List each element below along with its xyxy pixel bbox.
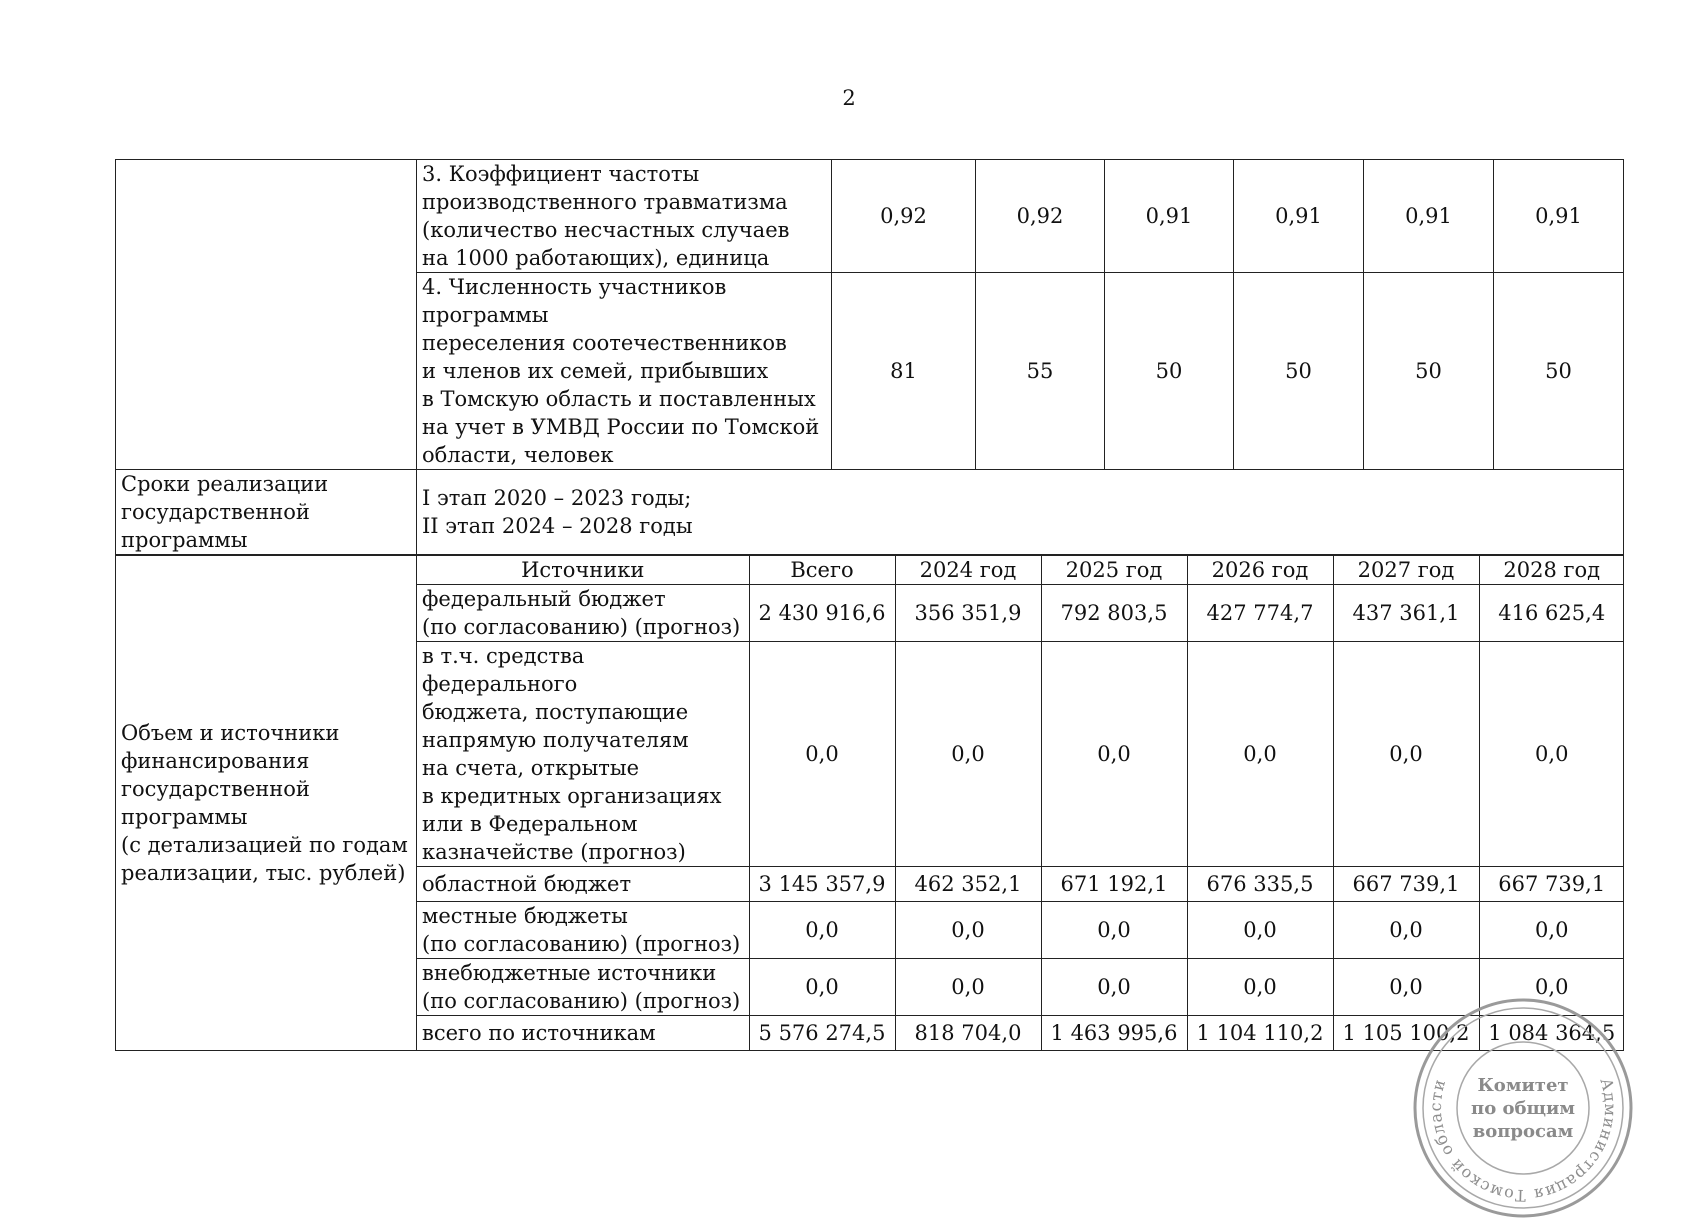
- text-line: (по согласованию) (прогноз): [422, 932, 741, 956]
- svg-text:Администрация Томской области: Администрация Томской области: [1425, 1075, 1621, 1206]
- value-cell: 0,0: [749, 902, 895, 959]
- text-line: Объем и источники: [121, 721, 340, 745]
- value-cell: 356 351,9: [895, 585, 1041, 642]
- text-line: на счета, открытые: [422, 756, 640, 780]
- text-line: (по согласованию) (прогноз): [422, 615, 741, 639]
- text-line: в кредитных организациях: [422, 784, 722, 808]
- official-stamp: [1410, 995, 1636, 1221]
- text-line: федеральный бюджет: [422, 587, 666, 611]
- source-cell: [417, 959, 749, 1016]
- indicator-label: [417, 160, 832, 273]
- text-line: переселения соотечественников: [422, 331, 787, 355]
- header-cell: 2024 год: [895, 556, 1041, 585]
- indicator-value: 55: [976, 273, 1105, 470]
- value-cell: 0,0: [1479, 642, 1624, 867]
- financing-row: [417, 902, 1624, 959]
- text-line: местные бюджеты: [422, 904, 628, 928]
- header-cell: 2027 год: [1333, 556, 1479, 585]
- value-cell: 1 463 995,6: [1041, 1016, 1187, 1051]
- value-cell: 0,0: [1187, 959, 1333, 1016]
- value-cell: 3 145 357,9: [749, 867, 895, 902]
- value-cell: 1 104 110,2: [1187, 1016, 1333, 1051]
- text-line: 3. Коэффициент частоты: [422, 162, 700, 186]
- text-line: производственного травматизма: [422, 190, 788, 214]
- text-line: бюджета, поступающие: [422, 700, 689, 724]
- text-line: на учет в УМВД России по Томской: [422, 415, 820, 439]
- financing-block: [115, 555, 1624, 1051]
- value-cell: 0,0: [1333, 902, 1479, 959]
- text-line: государственной: [121, 500, 310, 524]
- value-cell: 818 704,0: [895, 1016, 1041, 1051]
- indicator-value: 0,91: [1105, 160, 1234, 273]
- source-cell: [417, 867, 749, 902]
- text-line: области, человек: [422, 443, 614, 467]
- indicator-value: 0,92: [976, 160, 1105, 273]
- text-line: в Томскую область и поставленных: [422, 387, 816, 411]
- value-cell: 0,0: [749, 642, 895, 867]
- header-cell: 2028 год: [1479, 556, 1624, 585]
- text-line: Сроки реализации: [121, 472, 329, 496]
- svg-text:Комитет: Комитет: [1477, 1075, 1569, 1096]
- indicator-value: 81: [832, 273, 976, 470]
- value-cell: 462 352,1: [895, 867, 1041, 902]
- value-cell: 667 739,1: [1333, 867, 1479, 902]
- source-cell: [417, 585, 749, 642]
- stage-2-text: II этап 2024 – 2028 годы: [422, 514, 693, 538]
- value-cell: 5 576 274,5: [749, 1016, 895, 1051]
- financing-table: [417, 556, 1624, 1050]
- text-line: напрямую получателям: [422, 728, 689, 752]
- text-line: государственной: [121, 777, 310, 801]
- source-cell: [417, 642, 749, 867]
- text-line: (количество несчастных случаев: [422, 218, 790, 242]
- value-cell: 0,0: [895, 959, 1041, 1016]
- financing-header-row: [417, 556, 1624, 585]
- svg-text:по общим: по общим: [1471, 1098, 1575, 1119]
- value-cell: 0,0: [1041, 902, 1187, 959]
- value-cell: 427 774,7: [1187, 585, 1333, 642]
- stage-1-text: I этап 2020 – 2023 годы;: [422, 486, 692, 510]
- text-line: реализации, тыс. рублей): [121, 861, 406, 885]
- page-number: 2: [842, 86, 856, 110]
- indicator-value: 0,91: [1364, 160, 1494, 273]
- indicator-label: [417, 273, 832, 470]
- indicator-value: 50: [1494, 273, 1624, 470]
- financing-row: [417, 867, 1624, 902]
- value-cell: 1 084 364,5: [1479, 1016, 1624, 1051]
- text-line: на 1000 работающих), единица: [422, 246, 770, 270]
- text-line: 4. Численность участников программы: [422, 275, 727, 327]
- value-cell: 0,0: [1041, 959, 1187, 1016]
- value-cell: 667 739,1: [1479, 867, 1624, 902]
- text-line: областной бюджет: [422, 872, 632, 896]
- value-cell: 792 803,5: [1041, 585, 1187, 642]
- passport-table: [115, 159, 1623, 1051]
- svg-text:вопросам: вопросам: [1472, 1121, 1574, 1142]
- value-cell: 0,0: [895, 902, 1041, 959]
- financing-table-cell: [417, 556, 1624, 1051]
- value-cell: 0,0: [1333, 642, 1479, 867]
- text-line: (по согласованию) (прогноз): [422, 989, 741, 1013]
- financing-label: [116, 556, 417, 1051]
- text-line: внебюджетные источники: [422, 961, 717, 985]
- value-cell: 0,0: [1041, 642, 1187, 867]
- text-line: или в Федеральном: [422, 812, 638, 836]
- text-line: программы: [121, 805, 248, 829]
- indicator-value: 50: [1234, 273, 1364, 470]
- empty-label-cell: [116, 160, 417, 470]
- text-line: финансирования: [121, 749, 310, 773]
- header-cell: Всего: [749, 556, 895, 585]
- value-cell: 0,0: [1333, 959, 1479, 1016]
- source-cell: [417, 902, 749, 959]
- value-cell: 0,0: [895, 642, 1041, 867]
- value-cell: 2 430 916,6: [749, 585, 895, 642]
- text-line: всего по источникам: [422, 1021, 656, 1045]
- value-cell: 676 335,5: [1187, 867, 1333, 902]
- indicator-value: 50: [1364, 273, 1494, 470]
- header-cell: Источники: [417, 556, 749, 585]
- financing-row: [417, 585, 1624, 642]
- value-cell: 0,0: [1187, 902, 1333, 959]
- text-line: программы: [121, 528, 248, 552]
- text-line: казначействе (прогноз): [422, 840, 686, 864]
- value-cell: 437 361,1: [1333, 585, 1479, 642]
- financing-row: [417, 642, 1624, 867]
- indicator-row: [116, 160, 1624, 273]
- terms-value: [417, 470, 1624, 555]
- indicator-value: 0,92: [832, 160, 976, 273]
- value-cell: 671 192,1: [1041, 867, 1187, 902]
- value-cell: 0,0: [1187, 642, 1333, 867]
- source-cell: [417, 1016, 749, 1051]
- value-cell: 1 105 100,2: [1333, 1016, 1479, 1051]
- indicator-value: 0,91: [1494, 160, 1624, 273]
- terms-row: [116, 470, 1624, 555]
- header-cell: 2026 год: [1187, 556, 1333, 585]
- text-line: в т.ч. средства федерального: [422, 644, 585, 696]
- terms-label: [116, 470, 417, 555]
- value-cell: 0,0: [1479, 902, 1624, 959]
- text-line: (с детализацией по годам: [121, 833, 408, 857]
- indicators-table: [115, 159, 1624, 555]
- indicator-value: 50: [1105, 273, 1234, 470]
- header-cell: 2025 год: [1041, 556, 1187, 585]
- text-line: и членов их семей, прибывших: [422, 359, 769, 383]
- indicator-value: 0,91: [1234, 160, 1364, 273]
- value-cell: 0,0: [749, 959, 895, 1016]
- value-cell: 0,0: [1479, 959, 1624, 1016]
- value-cell: 416 625,4: [1479, 585, 1624, 642]
